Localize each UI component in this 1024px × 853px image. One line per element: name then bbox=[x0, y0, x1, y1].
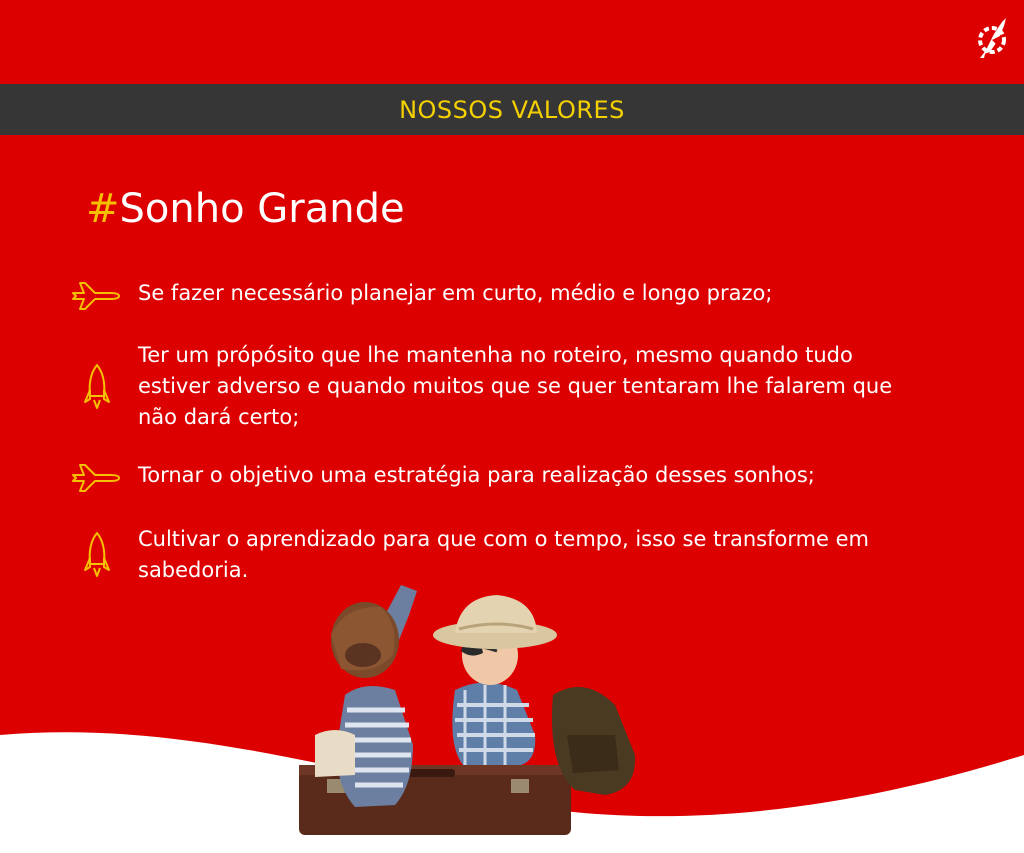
kids-on-suitcase-illustration bbox=[285, 585, 645, 853]
title-text: Sonho Grande bbox=[119, 186, 405, 232]
rocket-gear-logo bbox=[972, 14, 1016, 62]
item-text: Tornar o objetivo uma estratégia para realização desses sonhos; bbox=[138, 463, 815, 487]
page-title bbox=[86, 186, 405, 232]
airplane-icon bbox=[70, 460, 122, 494]
item-text: Cultivar o aprendizado para que com o tempo, isso se transforme em sabedoria. bbox=[138, 527, 870, 582]
hash-symbol: # bbox=[86, 186, 120, 232]
item-text: Se fazer necessário planejar em curto, médio e longo prazo; bbox=[138, 281, 773, 305]
item-text: Ter um própósito que lhe mantenha no roteiro, mesmo quando tudo estiver adverso e quando muitos que se quer tentaram lhe falarem que não dará certo; bbox=[138, 343, 893, 429]
rocket-icon bbox=[82, 530, 112, 580]
banner-title: NOSSOS VALORES bbox=[399, 95, 625, 124]
section-banner bbox=[0, 84, 1024, 135]
airplane-icon bbox=[70, 278, 122, 312]
rocket-icon bbox=[82, 362, 112, 412]
